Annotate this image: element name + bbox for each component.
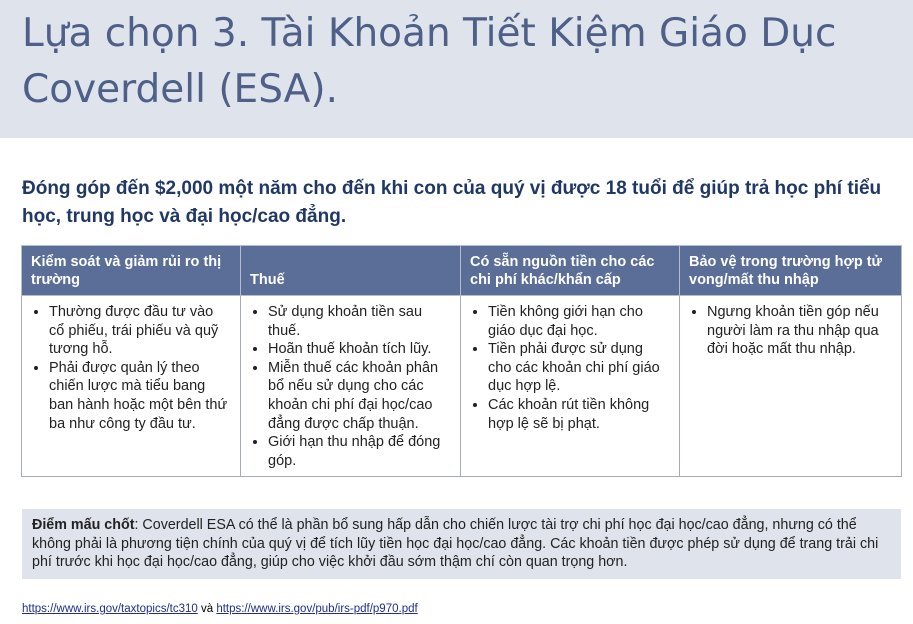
key-point-text: : Coverdell ESA có thể là phần bổ sung hấp dẫn cho chiến lược tài trợ chi phí học đại học/cao đẳng, nhưng có thể không phải là phương tiện chính của quý vị để tích lũy tiền học đại học/cao đẳng. Các khoản tiền được phép sử dụng để trang trải chi phí trước khi học đại học/cao đẳng, giúp cho việc khởi đầu sớm thậm chí còn quan trọng hơn. — [32, 517, 879, 571]
list-item: • Phải được quản lý theo chiến lược mà tiểu bang ban hành hoặc một bên thứ ba như công ty đầu tư. — [49, 359, 231, 433]
list-item: • Thường được đầu tư vào cổ phiếu, trái phiếu và quỹ tương hỗ. — [49, 303, 231, 359]
info-table — [21, 245, 902, 477]
page-title: Lựa chọn 3. Tài Khoản Tiết Kiệm Giáo Dục Coverdell (ESA). — [22, 11, 837, 112]
cell-emergency-funds — [461, 296, 680, 477]
list-item: • Hoãn thuế khoản tích lũy. — [268, 340, 451, 359]
list-item: • Sử dụng khoản tiền sau thuế. — [268, 303, 451, 340]
list-item: • Tiền không giới hạn cho giáo dục đại học. — [488, 303, 670, 340]
list-item: • Các khoản rút tiền không hợp lệ sẽ bị phạt. — [488, 396, 670, 433]
links-conjunction: và — [197, 603, 217, 615]
table-row — [22, 296, 902, 477]
irs-pub970-link[interactable]: https://www.irs.gov/pub/irs-pdf/p970.pdf — [216, 603, 418, 615]
key-point-note — [22, 509, 901, 579]
cell-taxes — [241, 296, 461, 477]
list-item: • Ngưng khoản tiền góp nếu người làm ra thu nhập qua đời hoặc mất thu nhập. — [707, 303, 892, 359]
header-emergency-funds: Có sẵn nguồn tiền cho các chi phí khác/khẩn cấp — [461, 246, 680, 296]
cell-risk-control — [22, 296, 241, 477]
header-taxes: Thuế — [241, 246, 461, 296]
list-item: • Miễn thuế các khoản phân bổ nếu sử dụng cho các khoản chi phí đại học/cao đẳng được chấp thuận. — [268, 359, 451, 433]
source-links — [22, 602, 418, 616]
bullet-list — [31, 303, 231, 433]
header-risk-control: Kiểm soát và giảm rủi ro thị trường — [22, 246, 241, 296]
list-item: • Tiền phải được sử dụng cho các khoản chi phí giáo dục hợp lệ. — [488, 340, 670, 396]
table-header-row — [22, 246, 902, 296]
list-item: • Giới hạn thu nhập để đóng góp. — [268, 433, 451, 470]
irs-taxtopics-link[interactable]: https://www.irs.gov/taxtopics/tc310 — [22, 603, 198, 615]
bullet-list — [250, 303, 451, 470]
cell-death-income-protection — [680, 296, 902, 477]
bullet-list — [470, 303, 670, 433]
bullet-list — [689, 303, 892, 359]
key-point-label: Điểm mấu chốt — [32, 517, 135, 533]
subtitle: Đóng góp đến $2,000 một năm cho đến khi con của quý vị được 18 tuổi để giúp trả học phí tiểu học, trung học và đại học/cao đẳng. — [22, 178, 882, 227]
header-death-income-protection: Bảo vệ trong trường hợp tử vong/mất thu nhập — [680, 246, 902, 296]
